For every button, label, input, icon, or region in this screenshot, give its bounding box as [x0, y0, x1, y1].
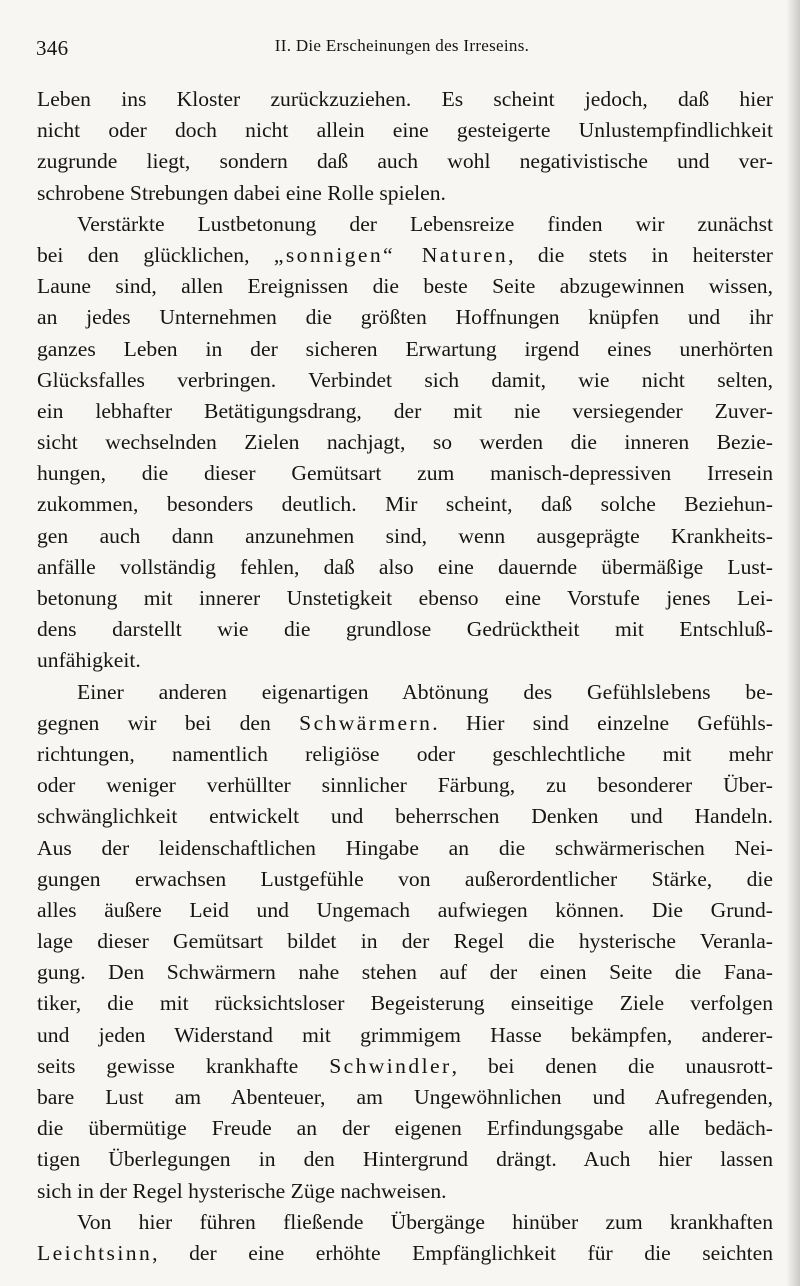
text-line: gungen erwachsen Lustgefühle von außerordentlicher Stärke, die — [37, 866, 773, 891]
text-line: oder weniger verhüllter sinnlicher Färbung, zu besonderer Über- — [37, 773, 773, 798]
text-line: gen auch dann anzunehmen sind, wenn ausgeprägte Krankheits- — [37, 523, 773, 548]
text-line: Leben ins Kloster zurückzuziehen. Es scheint jedoch, daß hier — [37, 87, 773, 111]
text-line — [37, 1051, 773, 1082]
text-line: zugrunde liegt, sondern daß auch wohl negativistische und ver- — [37, 149, 773, 174]
text-line: an jedes Unternehmen die größten Hoffnungen knüpfen und ihr — [37, 305, 773, 330]
line-segment: bei den glücklichen, — [37, 242, 274, 267]
text-line: sich in der Regel hysterische Züge nachweisen. — [37, 1178, 447, 1203]
text-line: hungen, die dieser Gemütsart zum manisch-depressiven Irresein — [37, 461, 773, 486]
text-line: alles äußere Leid und Ungemach aufwiegen können. Die Grund- — [37, 897, 773, 922]
text-line: sicht wechselnden Zielen nachjagt, so werden die inneren Bezie- — [37, 430, 773, 455]
text-line: Einer anderen eigenartigen Abtönung des Gefühlslebens be- — [77, 679, 773, 704]
text-line: anfälle vollständig fehlen, daß also eine dauernde übermäßige Lust- — [37, 554, 773, 579]
text-line: Aus der leidenschaftlichen Hingabe an die schwärmerischen Nei- — [37, 835, 773, 860]
text-line: ein lebhafter Betätigungsdrang, der mit nie versiegender Zuver- — [37, 398, 773, 423]
text-line: Von hier führen fließende Übergänge hinüber zum krankhaften — [77, 1209, 773, 1234]
running-head — [36, 32, 768, 60]
emphasized-term: Schwindler — [329, 1053, 452, 1078]
text-line: tiker, die mit rücksichtsloser Begeisterung einseitige Ziele verfolgen — [37, 991, 773, 1016]
text-line — [37, 708, 773, 739]
text-line: schwänglichkeit entwickelt und beherrschen Denken und Handeln. — [37, 804, 773, 829]
text-line: bare Lust am Abenteuer, am Ungewöhnlichen und Aufregenden, — [37, 1085, 773, 1109]
text-line: unfähigkeit. — [37, 648, 141, 673]
emphasized-term: „sonnigen“ Naturen — [273, 242, 509, 267]
text-line — [37, 1238, 773, 1269]
text-line: Glücksfalles verbringen. Verbindet sich damit, wie nicht selten, — [37, 367, 773, 392]
text-line: zukommen, besonders deutlich. Mir scheint, daß solche Beziehun- — [37, 492, 773, 517]
page-number: 346 — [36, 36, 69, 60]
text-line: schrobene Strebungen dabei eine Rolle spielen. — [37, 180, 446, 205]
line-segment: gegnen wir bei den — [37, 710, 300, 735]
text-line: die übermütige Freude an der eigenen Erfindungsgabe alle bedäch- — [37, 1116, 773, 1141]
text-body — [37, 84, 773, 1269]
text-line: dens darstellt wie die grundlose Gedrücktheit mit Entschluß- — [37, 617, 773, 642]
text-line: Laune sind, allen Ereignissen die beste Seite abzugewinnen wissen, — [37, 274, 773, 299]
emphasized-term: Leichtsinn — [37, 1240, 153, 1265]
text-line: ganzes Leben in der sicheren Erwartung irgend eines unerhörten — [37, 336, 773, 361]
text-line: Verstärkte Lustbetonung der Lebensreize finden wir zunächst — [77, 211, 773, 236]
line-segment: . Hier sind einzelne Gefühls- — [432, 710, 773, 735]
line-segment: , der eine erhöhte Empfänglichkeit für die seichten — [152, 1240, 773, 1265]
text-line: tigen Überlegungen in den Hintergrund drängt. Auch hier lassen — [37, 1147, 773, 1172]
text-line: nicht oder doch nicht allein eine gesteigerte Unlustempfindlichkeit — [37, 118, 773, 143]
text-line: betonung mit innerer Unstetigkeit ebenso eine Vorstufe jenes Lei- — [37, 586, 773, 610]
text-line: richtungen, namentlich religiöse oder geschlechtliche mit mehr — [37, 741, 773, 766]
text-line: und jeden Widerstand mit grimmigem Hasse bekämpfen, anderer- — [37, 1022, 773, 1047]
line-segment: seits gewisse krankhafte — [37, 1053, 330, 1078]
text-line — [37, 240, 773, 271]
line-segment: , bei denen die unausrott- — [451, 1053, 773, 1078]
running-title: II. Die Erscheinungen des Irreseins. — [274, 36, 530, 55]
emphasized-term: Schwärmern — [299, 710, 433, 735]
line-segment: , die stets in heiterster — [508, 242, 773, 267]
text-line: gung. Den Schwärmern nahe stehen auf der einen Seite die Fana- — [37, 960, 773, 985]
text-line: lage dieser Gemütsart bildet in der Regel die hysterische Veranla- — [37, 929, 773, 954]
